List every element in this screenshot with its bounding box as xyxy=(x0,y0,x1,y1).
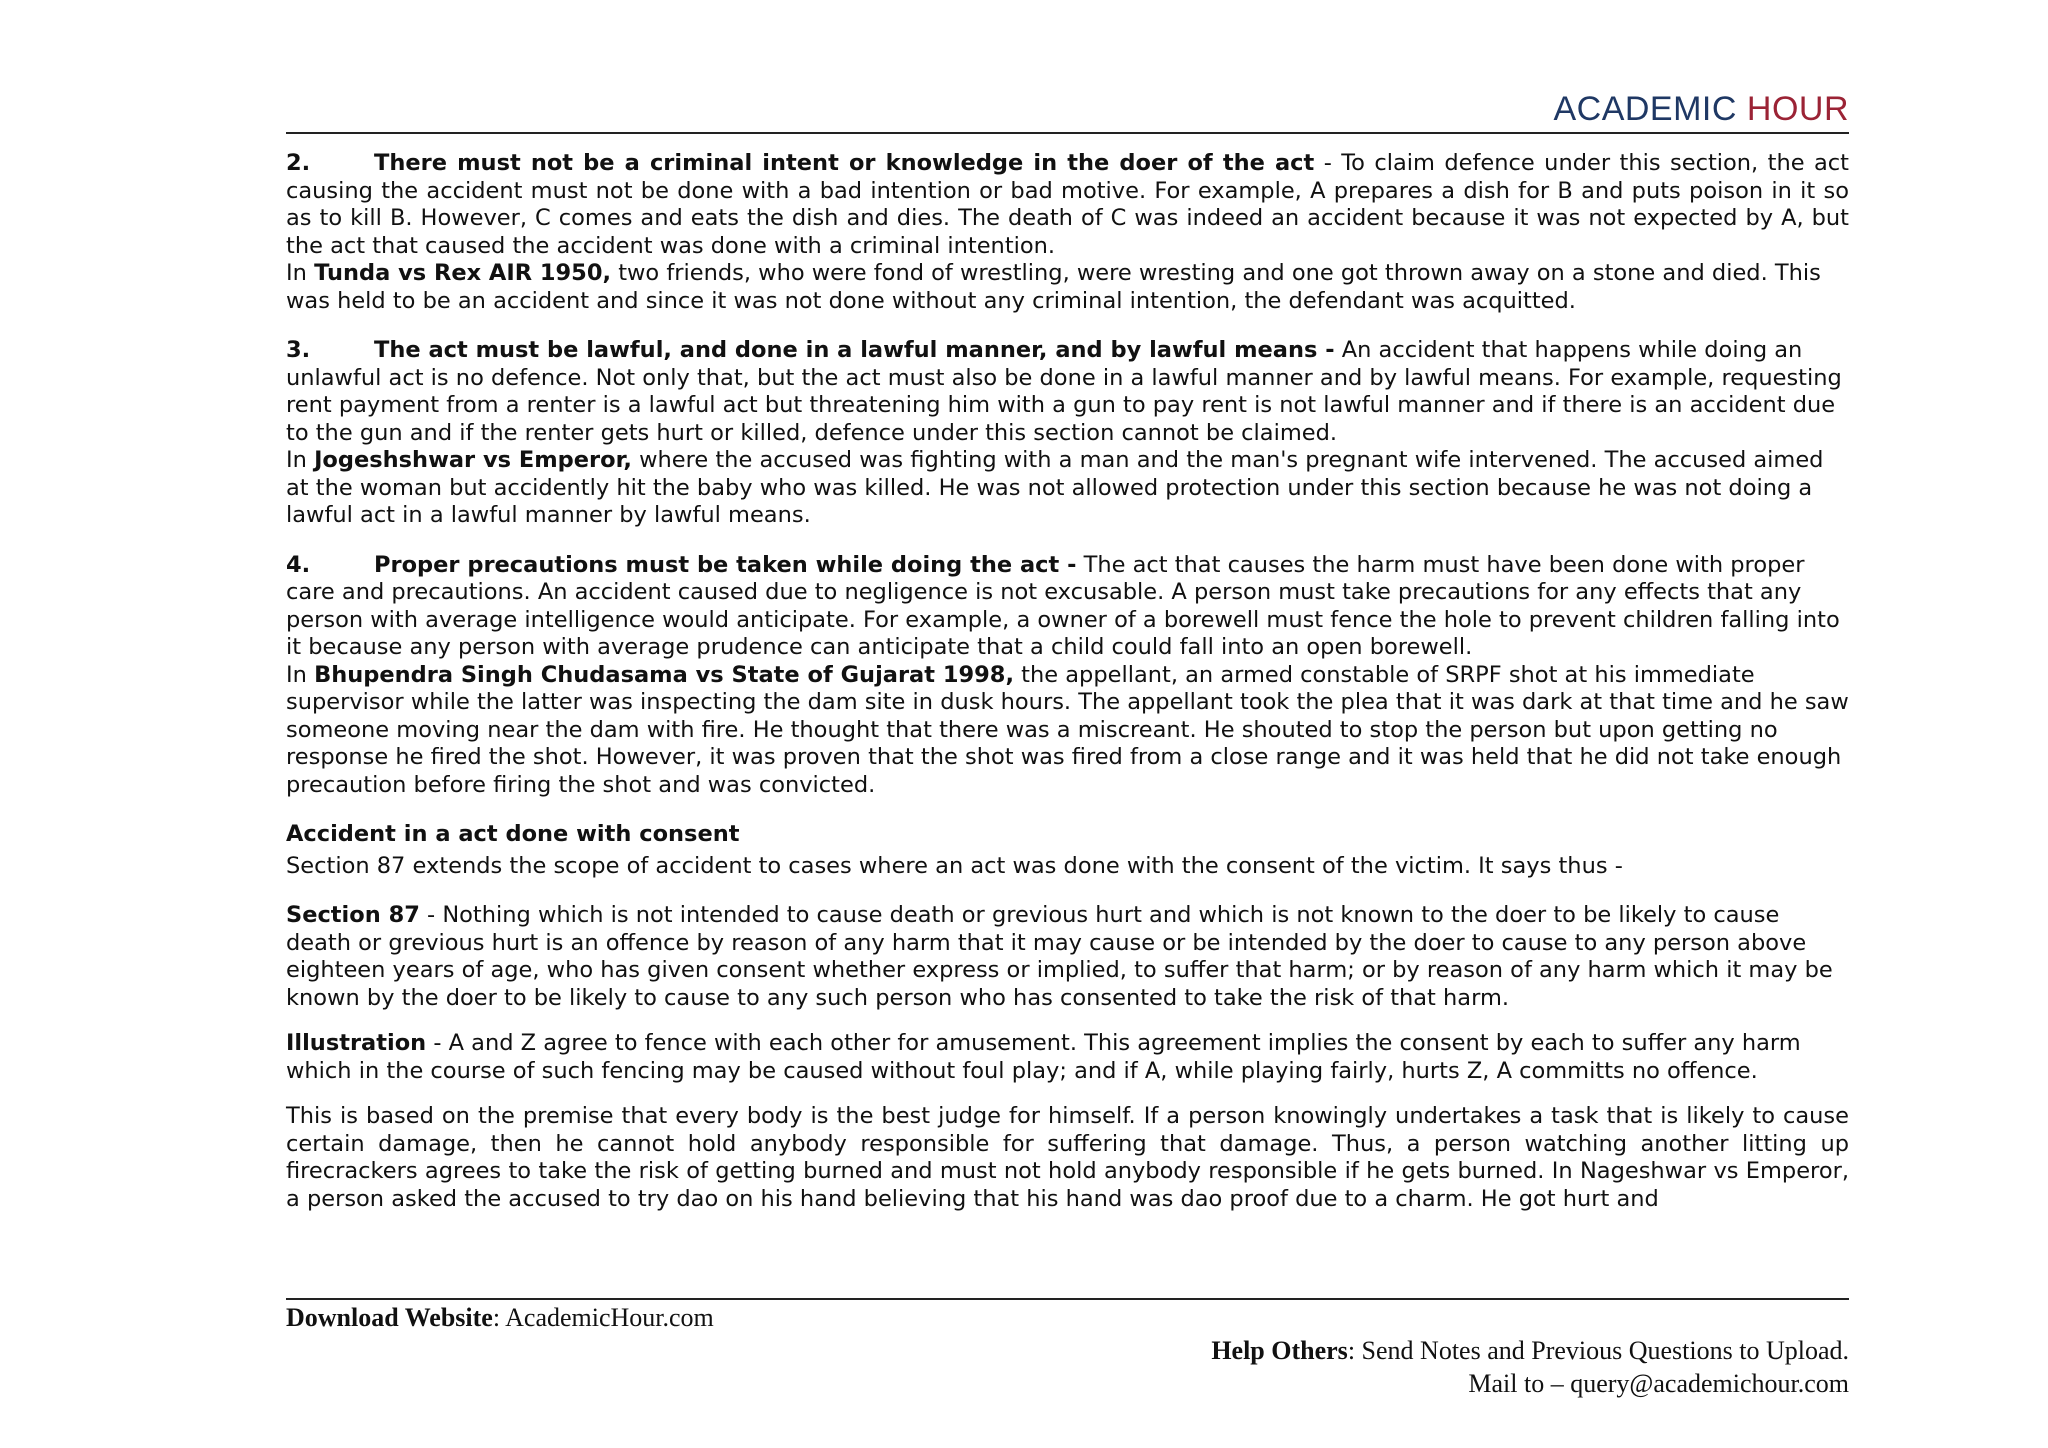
illustration-text: - A and Z agree to fence with each other for amusement. This agreement implies the consent by each to suffer any harm which in the course of such fencing may be caused without foul play; and if A, while playing fairly, hurts Z, A committs no offence. xyxy=(286,1030,1801,1084)
help-text: : Send Notes and Previous Questions to Upload. xyxy=(1347,1336,1849,1365)
section-intro: Section 87 extends the scope of accident to cases where an act was done with the consent of the victim. It says thus - xyxy=(286,852,1623,879)
case-prefix: In xyxy=(286,661,315,688)
case-text: where the accused was fighting with a man and the man's pregnant wife intervened. The accused aimed at the woman but accidently hit the baby who was killed. He was not allowed protection under this section because he was not doing a lawful act in a lawful manner by lawful means. xyxy=(286,447,1824,528)
item-number: 2. xyxy=(286,150,311,176)
item-4-case xyxy=(286,662,1849,800)
section-87-label: Section 87 xyxy=(286,902,420,928)
case-text: the appellant, an armed constable of SRPF shot at his immediate supervisor while the latter was inspecting the dam site in dusk hours. The appellant took the plea that it was dark at that time and he saw someone moving near the dam with fire. He thought that there was a miscreant. He shouted to stop the person but upon getting no response he fired the shot. However, it was proven that the shot was fired from a close range and it was held that he did not take enough precaution before firing the shot and was convicted. xyxy=(286,661,1849,798)
item-heading: The act must be lawful, and done in a lawful manner, and by lawful means - xyxy=(374,337,1335,363)
case-prefix: In xyxy=(286,447,315,473)
section-heading-text: Accident in a act done with consent xyxy=(286,821,740,847)
section-87-paragraph xyxy=(286,902,1849,1012)
help-label: Help Others xyxy=(1211,1336,1348,1365)
item-3-case xyxy=(286,447,1849,530)
illustration-paragraph xyxy=(286,1030,1849,1085)
download-label: Download Website xyxy=(286,1303,493,1332)
case-name: Bhupendra Singh Chudasama vs State of Gujarat 1998, xyxy=(314,661,1015,688)
brand-part-academic: ACADEMIC xyxy=(1553,90,1737,128)
item-number: 3. xyxy=(286,337,311,363)
item-3-paragraph xyxy=(286,337,1849,447)
item-text: - To claim defence under this section, the act causing the accident must not be done with a bad intention or bad motive. For example, A prepares a dish for B and puts poison in it so as to kill B. However, C comes and eats the dish and dies. The death of C was indeed an accident because it was not expected by A, but the act that caused the accident was done with a criminal intention. xyxy=(286,150,1849,259)
premise-paragraph: This is based on the premise that every body is the best judge for himself. If a person knowingly undertakes a task that is likely to cause certain damage, then he cannot hold anybody responsible for suffering that damage. Thus, a person watching another litting up firecrackers agrees to take the risk of getting burned and must not hold anybody responsible if he gets burned. In Nageshwar vs Emperor, a person asked the accused to try dao on his hand believing that his hand was dao proof due to a charm. He got hurt and xyxy=(286,1103,1849,1212)
page-header xyxy=(286,86,1849,134)
case-text: two friends, who were fond of wrestling, were wresting and one got thrown away on a stone and died. This was held to be an accident and since it was not done without any criminal intention, the defendant was acquitted. xyxy=(286,260,1821,314)
footer-divider xyxy=(286,1298,1849,1300)
section-87-text: - Nothing which is not intended to cause death or grevious hurt and which is not known to the doer to be likely to cause death or grevious hurt is an offence by reason of any harm that it may cause or be intended by the doer to cause to any person above eighteen years of age, who has given consent whether express or implied, to suffer that harm; or by reason of any harm which it may be known by the doer to be likely to cause to any such person who has consented to take the risk of that harm. xyxy=(286,902,1833,1011)
brand-part-hour: HOUR xyxy=(1746,90,1849,128)
case-name: Jogeshshwar vs Emperor, xyxy=(314,447,632,473)
illustration-label: Illustration xyxy=(286,1030,427,1056)
item-heading: Proper precautions must be taken while doing the act - xyxy=(374,551,1077,578)
footer-mail[interactable]: Mail to – query@academichour.com xyxy=(1468,1369,1849,1398)
item-2-case xyxy=(286,260,1849,315)
item-number: 4. xyxy=(286,551,311,578)
item-2-paragraph xyxy=(286,150,1849,260)
item-heading: There must not be a criminal intent or knowledge in the doer of the act xyxy=(374,150,1315,176)
download-link[interactable]: : AcademicHour.com xyxy=(492,1303,714,1332)
item-4-paragraph xyxy=(286,552,1849,662)
item-text: The act that causes the harm must have been done with proper care and precautions. An accident caused due to negligence is not excusable. A person must take precautions for any effects that any person with average intelligence would anticipate. For example, a owner of a borewell must fence the hole to prevent children falling into it because any person with average prudence can anticipate that a child could fall into an open borewell. xyxy=(286,551,1840,660)
case-name: Tunda vs Rex AIR 1950, xyxy=(314,260,612,286)
brand-logo xyxy=(1553,90,1849,129)
footer-download xyxy=(286,1303,714,1333)
section-heading xyxy=(286,821,1849,849)
item-text: An accident that happens while doing an unlawful act is no defence. Not only that, but the act must also be done in a lawful manner and by lawful means. For example, requesting rent payment from a renter is a lawful act but threatening him with a gun to pay rent is not lawful manner and if there is an accident due to the gun and if the renter gets hurt or killed, defence under this section cannot be claimed. xyxy=(286,337,1842,446)
case-prefix: In xyxy=(286,260,315,286)
document-body xyxy=(286,150,1849,1213)
footer-help xyxy=(1211,1336,1849,1366)
